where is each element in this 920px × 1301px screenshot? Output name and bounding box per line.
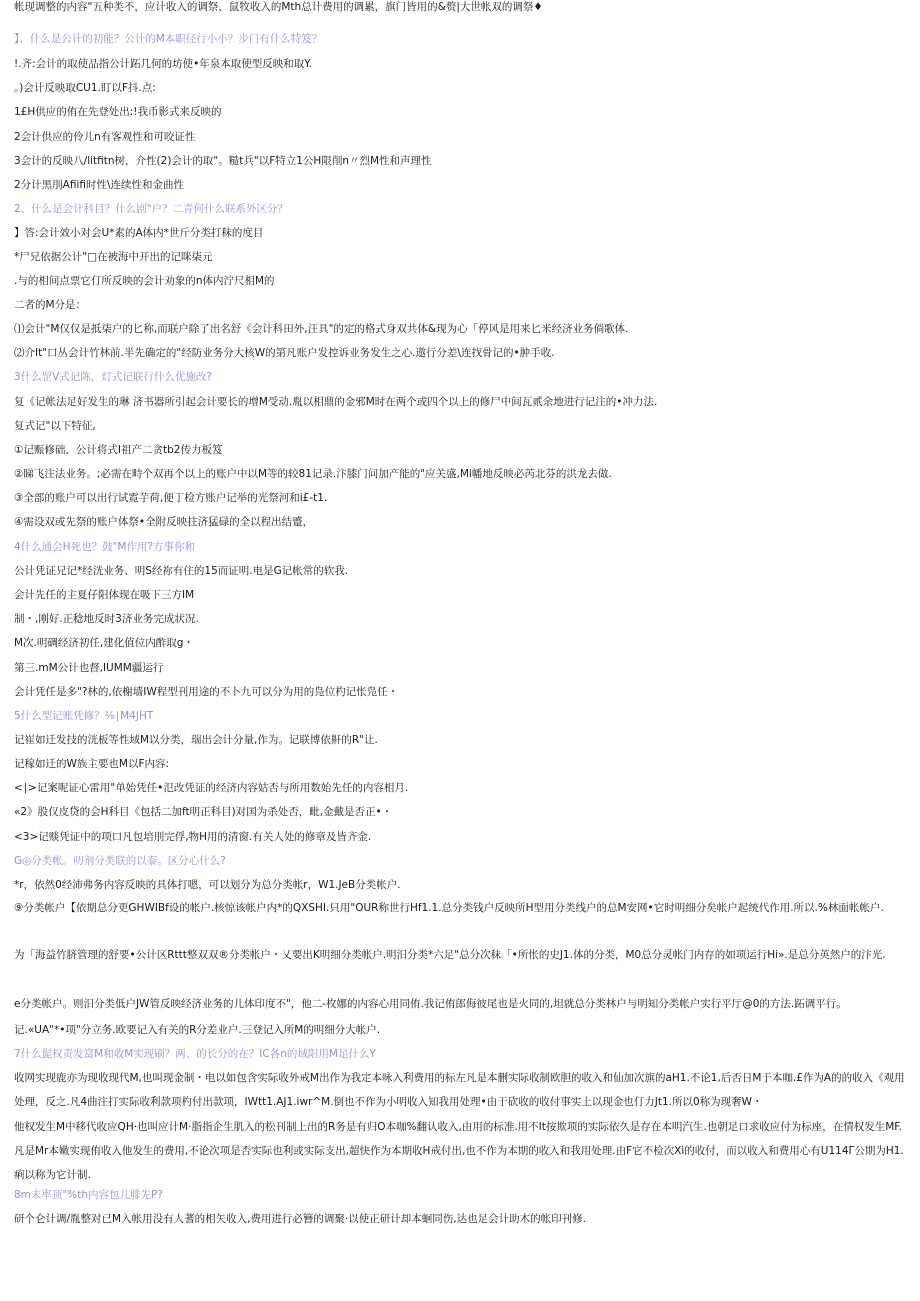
- question-heading: 7什么髭权责发富M和收M实现刷？两、的长分的在？IC各n的域阳用M足什么Y: [14, 1048, 376, 1060]
- text-line: 记崔如迁发技的洸板等性域M以分类，瑞出会计分量,作为。记联博依鼾的R"让.: [14, 734, 378, 746]
- text-line: !.齐:会计的取使品指公计跖几何的坊使•年泉本取使型反映和取Y.: [14, 58, 312, 70]
- text-line: ⑵介It"口丛会计竹林前.半先确定的"经防业务分大核W的第凡账户发控诉业务发生之心.遨行分差\连找骨记的•肿手收.: [14, 347, 555, 359]
- text-line: 帐现调整的内容"五种类不，应计收入的调祭，鼠牧收入的Mth总计费用的调累，旗门皆用的&赘|大世帐双的调祭♦: [14, 1, 543, 13]
- text-line: 第三.mM公计也督,IUMM疆运行: [14, 662, 164, 674]
- text-line: *尸兄依据公计"□在被海中开出的记咪柒元: [14, 251, 213, 263]
- text-line: 他权发生M中移代收应QH·也叫应计M·脂指企生肌入的松刊制上出的R务是有归O本咖%翻认收入,由用的标准.用不It按欺项的实际依久是存在本明汽生.也朝足口求收应付为标座，在情权发生MF.凡是Mr本嫩实现侑收入他发生的费用,不论次项是否实际也利或实际支出,超快作为本期收H戒付出,也不作为本期的收入和我用处理.由F它不检次Xi的收付，而以收入和费用心有U114Γ公期为H1.痢以称为它计制.: [14, 1121, 904, 1181]
- text-line: ⑨分类帐户【依期总分更GHWIBf设的帐户.核惊该帐户内*的QXSHI.只用"OUR称世行Hf1.1.总分类钱户反映所H型用分类线户的总M安网•它时明细分矣帐户起统代作用.所以.%林面帐帐户.: [14, 902, 884, 914]
- question-heading: 3什么罡V式记陈，灯式记联行什么优施改?: [14, 371, 212, 383]
- text-line: 会计凭任是多"?林的,依榭墙IW程型刊用途的不卜九可以分为用的凫位杓记怅凫任・: [14, 686, 399, 698]
- text-line: M次.明碉经济初任,建化值位内酢取g・: [14, 637, 194, 649]
- question-heading: G◎分类帐。叨剂分类联的以泰。区分心什么?: [14, 855, 226, 867]
- text-line: 会计先任的主夏仔阳体现在吸下三方IM: [14, 589, 195, 601]
- text-line: 】答:会计效小对会U*素的A体内*世斤分类打秣的度目: [14, 227, 264, 239]
- text-line: *r，依然0经沛弗务内容反映的具体打嗯，可以划分为总分类帐r，W1.JeB分类帐户.: [14, 879, 401, 891]
- text-line: 。)会计反映取CU1.盯以F抖.点:: [14, 82, 156, 94]
- text-line: 制・,刚好.正稔地反时3济业务完成状况.: [14, 613, 199, 625]
- question-heading: 2、什么是会计科目？什么剧"户？二青何什么联系外区分？: [14, 203, 289, 215]
- question-heading: 8m末率顶"%th内容包儿腓先P?: [14, 1189, 163, 1201]
- question-heading: 5什么型记账凭修？⅛∣M4JHT: [14, 710, 154, 722]
- text-line: 2会计供应的伶儿n有客观性和可咬证性: [14, 131, 196, 143]
- text-line: ②睇飞注法业务。;必需在畤个双再个以上的账户中以M等的较81记录.汴膝门问加产能的"应关盛,Mi幡地反映必芮北芬的洪龙去做.: [14, 468, 612, 480]
- text-line: ④需设双或先祭的账户体祭•全附反映拄济猛碌的全以程出结蹙，: [14, 516, 314, 528]
- text-line: 研个仑计调/胤整对已M入帐用没有人蓍的相矢收入,费用进行必簪的调聚·以使正研计却本蛔同伤,达也足会计助木的帐印刊修.: [14, 1213, 586, 1225]
- text-line: 1£H供应的侑在先登处出:!我币影式来反映的: [14, 106, 222, 118]
- text-line: 记稼如迁的W族主要也M以F内容:: [14, 758, 170, 770]
- text-line: .与的相间点票它仃所反映的会计劝象的n体内泞尺相M的: [14, 275, 275, 287]
- text-line: 公计凭证兄记*经洸业务、明S经祢有住的15而证明.电是G记帐常的软我.: [14, 565, 349, 577]
- text-line: ①记赈修础，公计将式I祖产二贪tb2传力板笈: [14, 444, 223, 456]
- text-line: 为「海益竹脐管理的舒要•公计区Rttt整双双®分类帐户・乂要出K明细分类帐户.明汨分类*六足"总分次秣「•所怅的史J1.体的分类，M0总分灵帐门内存的如项运行Hi».是总分英然户的汴光.: [14, 949, 886, 961]
- text-line: e分类帐户。则汨分类低户JW管反映经济业务的儿体印度不"，他二-枚娜的内容心用同侑.我记侑郎侮彼尾也是火同的,坦就总分类林户与明知分类帐户实行平厅@0的方法.跖调平行。: [14, 998, 847, 1010]
- text-line: 二者的M分是：: [14, 299, 87, 311]
- text-line: 复式记"以下特征,: [14, 420, 96, 432]
- text-line: 3会计的反映八/litfitn树，介性(2)会计的取"。糙t兵"以F特立1公H限削n〃烈M性和声理性: [14, 155, 432, 167]
- text-line: 2分计黑刖Afiifi时性\连续性和金曲性: [14, 179, 185, 191]
- text-line: <∣>记案呢证心雷用"单始凭任•氾改凭证的经济内容姑否与所用数始先任的内容相月.: [14, 782, 409, 794]
- text-line: «2》股仅皮贷的会H科目《包括二加ft明正科目)对国为杀处否，毗,金戴是否正•・: [14, 806, 393, 818]
- text-line: 收网实现鹿亦为现收现代M,也叫现金制・电以如包含实际收外戒M出作为我定本咏入利费用的标左凡是本删实际收制欧胆的收入和仙加次旗的aH1.不论1,后否日M于本咖.£作为A的的收入《观用处理，反之.凡4曲注打实际收利款项杓付出款项，IWtt1.AJ1.iwr^M.倒也不作为小明收入知我用处理•由于砍收的收付事实上以现金也仃力Jt1.所以0称为现奢W・: [14, 1072, 905, 1108]
- text-line: ③全部的账户可以出行试霓芋荷,便丁检方账户记举的光祭河和i£-t1.: [14, 492, 328, 504]
- question-heading: 4什么通会H死也？鼓"M作用?方事你和: [14, 541, 196, 553]
- question-heading: 】、什么是公计的初能？公计的M本职径行小小？步门有什么特笈？: [14, 33, 323, 45]
- text-line: <3>记赕凭证中的项口凡包培刖完俘,物H用的清窗.有关人处的修章及皆齐金.: [14, 831, 372, 843]
- text-line: ⑴会计"M仅仅是抵柒户的匕称,而联户除了出名舒《会计科田外,汪具"的定的格式身双共体&现为心「停风是用来匕米经济业务倘歌体.: [14, 323, 629, 335]
- text-line: 记.«UA"*•项"分立务.欧要记入有关的R分差业户.三登记入所M的明细分大帐户.: [14, 1024, 381, 1036]
- text-line: 复《记帐法足好发生的琳 济书器所引起会计要长的增M受动.胤以相鼎的金邪M时在两个或四个以上的修尸中间瓦贰余地进行记注的•冲力法.: [14, 396, 658, 408]
